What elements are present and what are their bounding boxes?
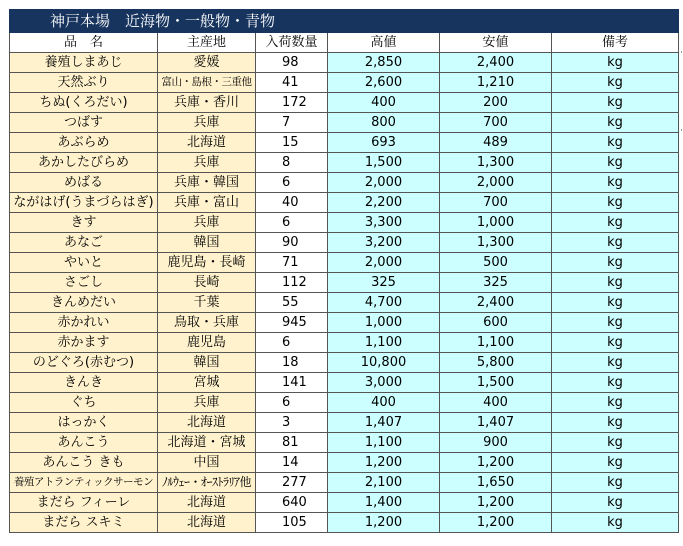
header-remarks: 備考 — [552, 33, 679, 53]
cell-remarks: kg — [552, 93, 679, 113]
cell-high-price: 1,100 — [328, 433, 440, 453]
cell-low-price: 1,100 — [440, 333, 552, 353]
cell-low-price: 1,000 — [440, 213, 552, 233]
cell-name: つばす — [10, 113, 158, 133]
cell-remarks: kg — [552, 353, 679, 373]
cell-remarks: kg — [552, 453, 679, 473]
cell-low-price: 1,407 — [440, 413, 552, 433]
header-low-price: 安値 — [440, 33, 552, 53]
cell-quantity: 41 — [256, 73, 328, 93]
table-row — [10, 213, 679, 233]
table-row — [10, 53, 679, 73]
cell-quantity: 90 — [256, 233, 328, 253]
cell-name: 赤かれい — [10, 313, 158, 333]
table-row — [10, 233, 679, 253]
cell-low-price: 700 — [440, 193, 552, 213]
cell-name: あかしたびらめ — [10, 153, 158, 173]
cell-name: あなご — [10, 233, 158, 253]
cell-quantity: 112 — [256, 273, 328, 293]
cell-quantity: 55 — [256, 293, 328, 313]
cell-high-price: 1,000 — [328, 313, 440, 333]
cell-high-price: 1,500 — [328, 153, 440, 173]
cell-origin: 長崎 — [158, 273, 256, 293]
cell-name: やいと — [10, 253, 158, 273]
cell-high-price: 3,200 — [328, 233, 440, 253]
header-quantity: 入荷数量 — [256, 33, 328, 53]
table-row — [10, 193, 679, 213]
cell-low-price: 325 — [440, 273, 552, 293]
cell-name: まだら スキミ — [10, 513, 158, 533]
table-row — [10, 173, 679, 193]
table-row — [10, 153, 679, 173]
cell-origin: 宮城 — [158, 373, 256, 393]
cell-remarks: kg — [552, 213, 679, 233]
cell-remarks: kg — [552, 253, 679, 273]
cell-name: ぐち — [10, 393, 158, 413]
cell-quantity: 945 — [256, 313, 328, 333]
cell-name: さごし — [10, 273, 158, 293]
cell-remarks: kg — [552, 393, 679, 413]
cell-origin: 鹿児島・長崎 — [158, 253, 256, 273]
title-row — [10, 10, 679, 33]
cell-low-price: 1,300 — [440, 233, 552, 253]
cell-origin: 韓国 — [158, 353, 256, 373]
table-row — [10, 273, 679, 293]
table-row — [10, 253, 679, 273]
cell-name: 天然ぶり — [10, 73, 158, 93]
cell-name: 養殖アトランティックサーモン — [10, 473, 158, 493]
cell-remarks: kg — [552, 133, 679, 153]
table-row — [10, 333, 679, 353]
cell-quantity: 18 — [256, 353, 328, 373]
cell-high-price: 1,407 — [328, 413, 440, 433]
cell-origin: 愛媛 — [158, 53, 256, 73]
table-row — [10, 493, 679, 513]
cell-remarks: kg — [552, 193, 679, 213]
cell-remarks: kg — [552, 233, 679, 253]
cell-quantity: 6 — [256, 173, 328, 193]
cell-origin: 北海道 — [158, 513, 256, 533]
cell-high-price: 1,200 — [328, 513, 440, 533]
cell-quantity: 8 — [256, 153, 328, 173]
cell-quantity: 6 — [256, 213, 328, 233]
cell-quantity: 277 — [256, 473, 328, 493]
cell-origin: 韓国 — [158, 233, 256, 253]
cell-high-price: 2,850 — [328, 53, 440, 73]
cell-remarks: kg — [552, 153, 679, 173]
cell-origin: 北海道 — [158, 133, 256, 153]
cell-origin: 北海道・宮城 — [158, 433, 256, 453]
cell-high-price: 400 — [328, 393, 440, 413]
cell-quantity: 81 — [256, 433, 328, 453]
cell-high-price: 2,100 — [328, 473, 440, 493]
cell-remarks: kg — [552, 433, 679, 453]
cell-origin: 北海道 — [158, 413, 256, 433]
cell-quantity: 71 — [256, 253, 328, 273]
cell-low-price: 600 — [440, 313, 552, 333]
cell-origin: 兵庫 — [158, 393, 256, 413]
table-row — [10, 473, 679, 493]
cell-high-price: 2,000 — [328, 173, 440, 193]
cell-name: きんめだい — [10, 293, 158, 313]
cell-name: きんき — [10, 373, 158, 393]
cell-high-price: 3,300 — [328, 213, 440, 233]
cell-quantity: 640 — [256, 493, 328, 513]
table-row — [10, 93, 679, 113]
cell-low-price: 500 — [440, 253, 552, 273]
cell-origin: 鳥取・兵庫 — [158, 313, 256, 333]
cell-remarks: kg — [552, 273, 679, 293]
cell-remarks: kg — [552, 493, 679, 513]
cell-origin: 鹿児島 — [158, 333, 256, 353]
cell-origin: ﾉﾙｳｪｰ・ｵｰｽﾄﾗﾘｱ他 — [158, 473, 256, 493]
cell-low-price: 1,200 — [440, 513, 552, 533]
cell-remarks: kg — [552, 313, 679, 333]
margin-mark: · — [680, 126, 683, 136]
table-row — [10, 133, 679, 153]
cell-name: あんこう きも — [10, 453, 158, 473]
cell-remarks: kg — [552, 373, 679, 393]
cell-high-price: 325 — [328, 273, 440, 293]
cell-quantity: 172 — [256, 93, 328, 113]
table-row — [10, 113, 679, 133]
cell-name: まだら フィーレ — [10, 493, 158, 513]
table-row — [10, 453, 679, 473]
cell-high-price: 3,000 — [328, 373, 440, 393]
table-row — [10, 353, 679, 373]
cell-quantity: 14 — [256, 453, 328, 473]
margin-mark: · — [680, 48, 683, 58]
cell-high-price: 4,700 — [328, 293, 440, 313]
cell-high-price: 1,200 — [328, 453, 440, 473]
cell-low-price: 2,000 — [440, 173, 552, 193]
cell-high-price: 693 — [328, 133, 440, 153]
cell-high-price: 1,100 — [328, 333, 440, 353]
cell-remarks: kg — [552, 473, 679, 493]
cell-origin: 兵庫・香川 — [158, 93, 256, 113]
cell-origin: 千葉 — [158, 293, 256, 313]
cell-low-price: 1,210 — [440, 73, 552, 93]
cell-name: はっかく — [10, 413, 158, 433]
cell-high-price: 1,400 — [328, 493, 440, 513]
cell-high-price: 2,000 — [328, 253, 440, 273]
cell-low-price: 400 — [440, 393, 552, 413]
cell-low-price: 5,800 — [440, 353, 552, 373]
cell-origin: 中国 — [158, 453, 256, 473]
table-row — [10, 433, 679, 453]
header-origin: 主産地 — [158, 33, 256, 53]
cell-low-price: 700 — [440, 113, 552, 133]
cell-quantity: 6 — [256, 333, 328, 353]
cell-remarks: kg — [552, 293, 679, 313]
cell-remarks: kg — [552, 513, 679, 533]
cell-low-price: 900 — [440, 433, 552, 453]
cell-high-price: 10,800 — [328, 353, 440, 373]
cell-quantity: 141 — [256, 373, 328, 393]
cell-name: 赤かます — [10, 333, 158, 353]
cell-quantity: 40 — [256, 193, 328, 213]
cell-origin: 兵庫・韓国 — [158, 173, 256, 193]
cell-quantity: 6 — [256, 393, 328, 413]
table-row — [10, 313, 679, 333]
table-row — [10, 73, 679, 93]
cell-origin: 富山・島根・三重他 — [158, 73, 256, 93]
table-row — [10, 293, 679, 313]
cell-high-price: 400 — [328, 93, 440, 113]
cell-low-price: 1,300 — [440, 153, 552, 173]
cell-low-price: 200 — [440, 93, 552, 113]
cell-remarks: kg — [552, 113, 679, 133]
cell-remarks: kg — [552, 53, 679, 73]
table-row — [10, 373, 679, 393]
cell-origin: 兵庫 — [158, 213, 256, 233]
table-row — [10, 513, 679, 533]
cell-high-price: 2,200 — [328, 193, 440, 213]
cell-origin: 兵庫・富山 — [158, 193, 256, 213]
cell-origin: 兵庫 — [158, 153, 256, 173]
table-row — [10, 413, 679, 433]
cell-remarks: kg — [552, 413, 679, 433]
cell-low-price: 1,200 — [440, 493, 552, 513]
cell-remarks: kg — [552, 333, 679, 353]
cell-low-price: 2,400 — [440, 293, 552, 313]
cell-low-price: 489 — [440, 133, 552, 153]
cell-quantity: 7 — [256, 113, 328, 133]
cell-quantity: 15 — [256, 133, 328, 153]
cell-quantity: 105 — [256, 513, 328, 533]
cell-quantity: 98 — [256, 53, 328, 73]
cell-high-price: 2,600 — [328, 73, 440, 93]
cell-name: のどぐろ(赤むつ) — [10, 353, 158, 373]
cell-low-price: 1,650 — [440, 473, 552, 493]
cell-origin: 北海道 — [158, 493, 256, 513]
header-name: 品 名 — [10, 33, 158, 53]
cell-name: 養殖しまあじ — [10, 53, 158, 73]
header-high-price: 高値 — [328, 33, 440, 53]
cell-low-price: 2,400 — [440, 53, 552, 73]
cell-low-price: 1,200 — [440, 453, 552, 473]
cell-name: あぶらめ — [10, 133, 158, 153]
cell-name: めばる — [10, 173, 158, 193]
cell-name: ながはげ(うまづらはぎ) — [10, 193, 158, 213]
cell-remarks: kg — [552, 173, 679, 193]
cell-high-price: 800 — [328, 113, 440, 133]
table-row — [10, 393, 679, 413]
cell-name: きす — [10, 213, 158, 233]
cell-remarks: kg — [552, 73, 679, 93]
cell-name: あんこう — [10, 433, 158, 453]
table-title: 神戸本場 近海物・一般物・青物 — [10, 10, 679, 33]
cell-quantity: 3 — [256, 413, 328, 433]
market-price-table — [9, 9, 679, 533]
cell-low-price: 1,500 — [440, 373, 552, 393]
header-row — [10, 33, 679, 53]
cell-origin: 兵庫 — [158, 113, 256, 133]
cell-name: ちぬ(くろだい) — [10, 93, 158, 113]
